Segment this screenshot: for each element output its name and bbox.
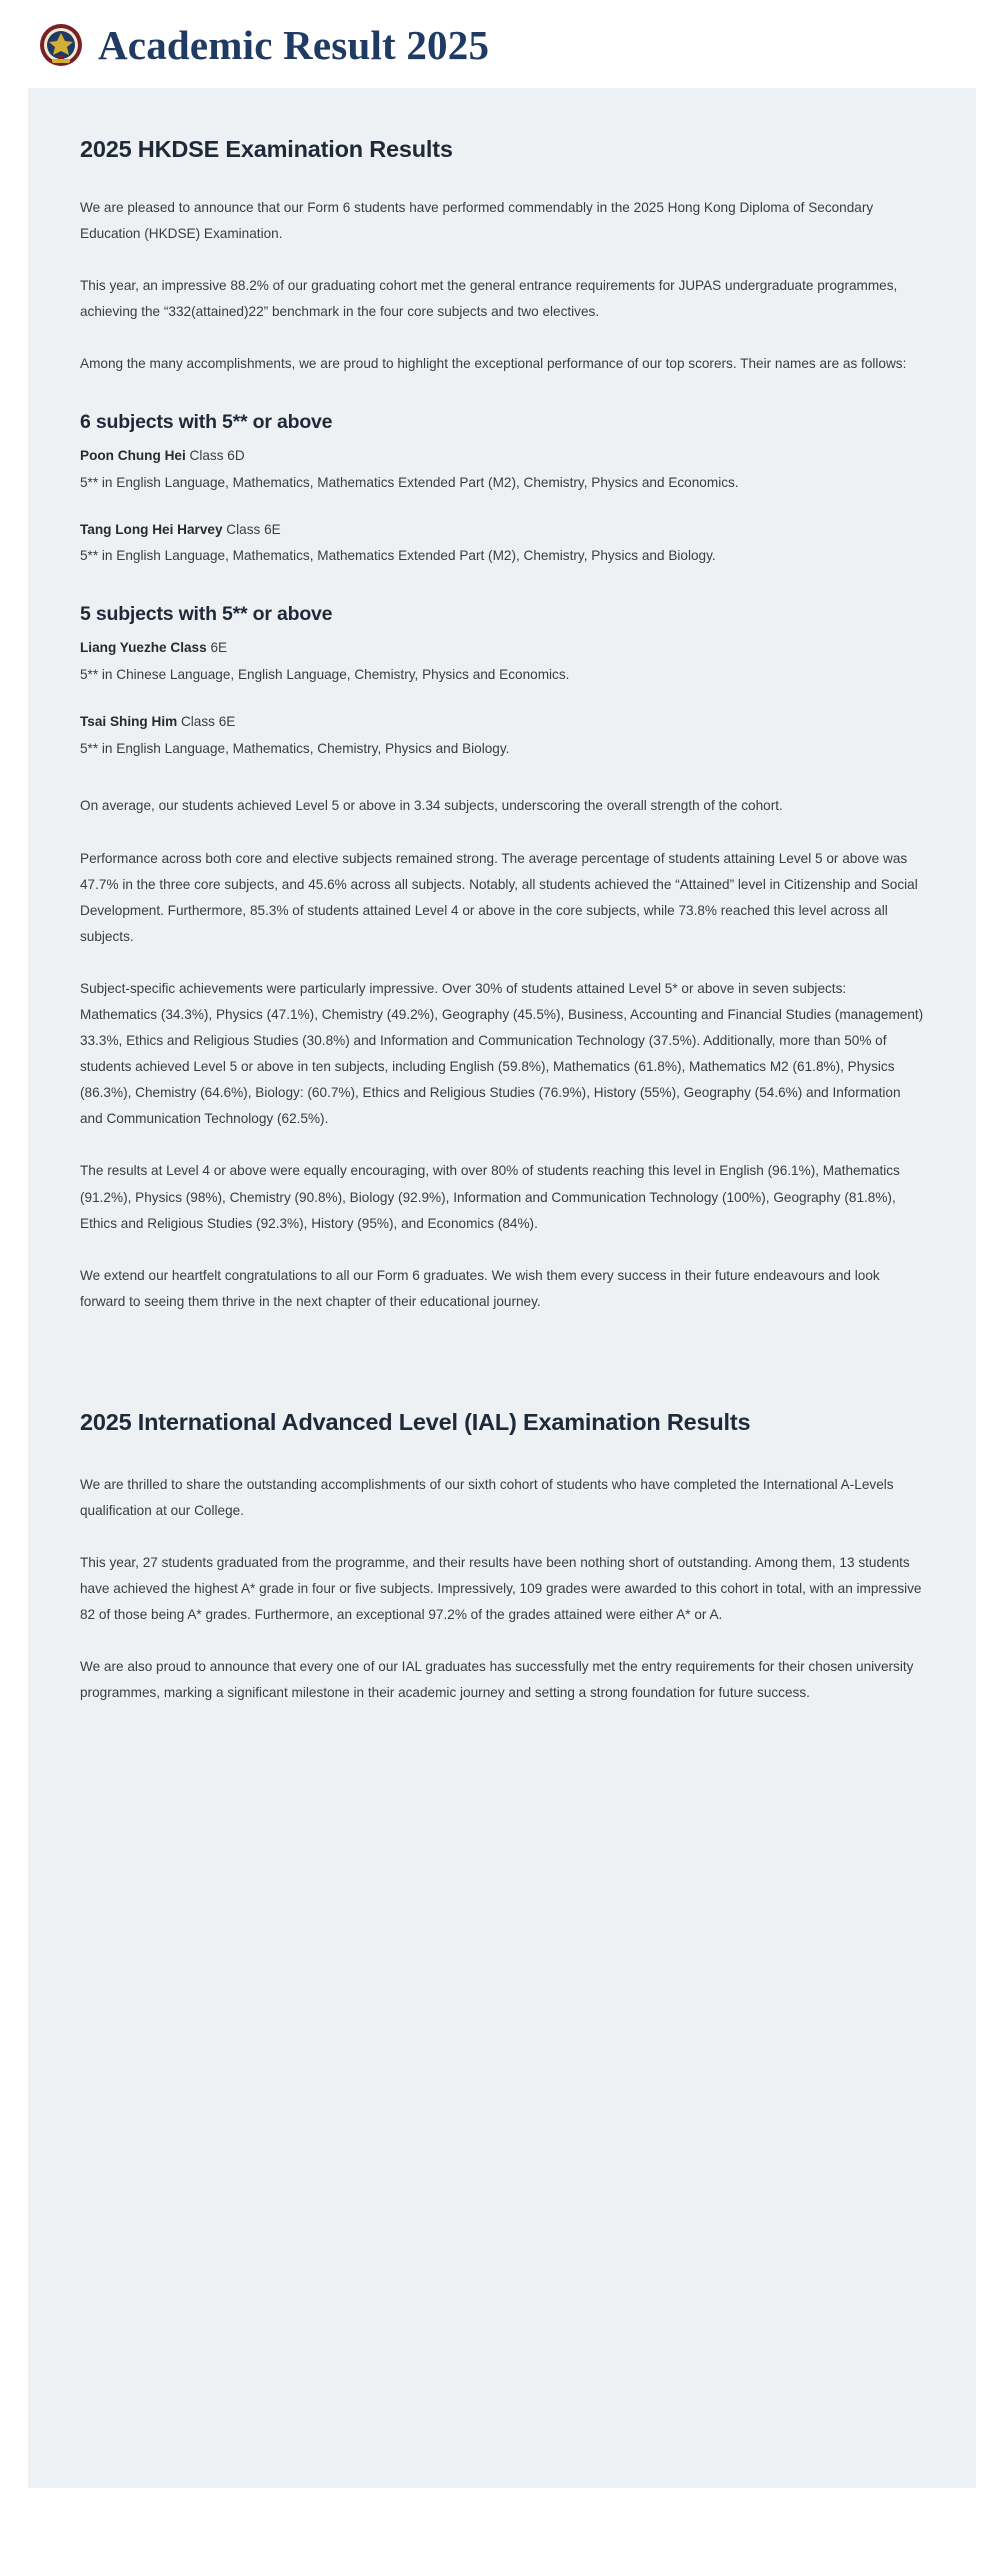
student-class: Class 6D bbox=[189, 448, 245, 464]
spacer bbox=[80, 783, 924, 793]
ial-paragraph: We are thrilled to share the outstanding accomplishments of our sixth cohort of students who have completed the International A-Levels qualification at our College. bbox=[80, 1476, 894, 1518]
student-name: Poon Chung Hei bbox=[80, 448, 186, 464]
hkdse-paragraph: We are pleased to announce that our Form 6 students have performed commendably in the 2025 Hong Kong Diploma of Secondary Education (HKDSE) Examination. bbox=[80, 199, 874, 241]
hkdse-section-title: 2025 HKDSE Examination Results bbox=[80, 136, 453, 162]
ial-paragraph: This year, 27 students graduated from the programme, and their results have been nothing short of outstanding. Among them, 13 students have achieved the highest A* grade in four or five subjects. Impressively, 109 grades were awarded to this cohort in total, with an impressive 82 of those being A* grades. Furthermore, an exceptional 97.2% of the grades attained were either A* or A. bbox=[80, 1554, 922, 1622]
student-name-line bbox=[80, 710, 924, 734]
hkdse-paragraph: On average, our students achieved Level 5 or above in 3.34 subjects, underscoring the overall strength of the cohort. bbox=[80, 798, 783, 814]
hkdse-paragraph: The results at Level 4 or above were equally encouraging, with over 80% of students reaching this level in English (96.1%), Mathematics (91.2%), Physics (98%), Chemistry (90.8%), Biology (92.9%), Information and Communication Technology (100%), Geography (81.8%), Ethics and Religious Studies (92.3%), History (95%), and Economics (84%). bbox=[80, 1163, 900, 1231]
ial-section-title: 2025 International Advanced Level (IAL) Examination Results bbox=[80, 1408, 751, 1435]
student-class: 6E bbox=[210, 640, 228, 656]
student-class: Class 6E bbox=[226, 521, 281, 537]
student-entry bbox=[80, 636, 924, 688]
student-name-line bbox=[80, 518, 924, 542]
group-five-heading: 5 subjects with 5** or above bbox=[80, 603, 333, 626]
student-entry bbox=[80, 518, 924, 570]
student-detail: 5** in English Language, Mathematics, Mathematics Extended Part (M2), Chemistry, Physics and Biology. bbox=[80, 548, 716, 564]
student-detail: 5** in English Language, Mathematics, Mathematics Extended Part (M2), Chemistry, Physics and Economics. bbox=[80, 474, 739, 490]
student-entry bbox=[80, 710, 924, 762]
student-name-line bbox=[80, 636, 924, 660]
student-detail: 5** in Chinese Language, English Language, Chemistry, Physics and Economics. bbox=[80, 667, 570, 683]
group-six-heading: 6 subjects with 5** or above bbox=[80, 411, 333, 434]
hkdse-paragraph: Among the many accomplishments, we are proud to highlight the exceptional performance of our top scorers. Their names are as follows: bbox=[80, 355, 907, 371]
hkdse-paragraph: This year, an impressive 88.2% of our graduating cohort met the general entrance requirements for JUPAS undergraduate programmes, achieving the “332(attained)22” benchmark in the four core subjects and two electives. bbox=[80, 277, 898, 319]
student-class: Class 6E bbox=[180, 713, 236, 729]
school-crest-icon bbox=[38, 22, 84, 68]
hkdse-paragraph: Performance across both core and elective subjects remained strong. The average percentage of students attaining Level 5 or above was 47.7% in the three core subjects, and 45.6% across all subjects. Notably, all students achieved the “Attained” level in Citizenship and Social Development. Furthermore, 85.3% of students attained Level 4 or above in the core subjects, while 73.8% reached this level across all subjects. bbox=[80, 850, 918, 944]
student-name: Tang Long Hei Harvey bbox=[80, 521, 223, 537]
site-header bbox=[0, 0, 1004, 88]
student-name: Liang Yuezhe Class bbox=[80, 640, 207, 656]
ial-paragraph: We are also proud to announce that every one of our IAL graduates has successfully met the entry requirements for their chosen university programmes, marking a significant milestone in their academic journey and setting a strong foundation for future success. bbox=[80, 1658, 914, 1701]
student-name-line bbox=[80, 444, 924, 468]
student-detail: 5** in English Language, Mathematics, Chemistry, Physics and Biology. bbox=[80, 740, 510, 756]
student-name: Tsai Shing Him bbox=[80, 713, 178, 729]
hkdse-paragraph: Subject-specific achievements were particularly impressive. Over 30% of students attained Level 5* or above in seven subjects: Mathematics (34.3%), Physics (47.1%), Chemistry (49.2%), Geography (45.5%), Business, Accounting and Financial Studies (management) 33.3%, Ethics and Religious Studies (30.8%) and Information and Communication Technology (37.5%). Additionally, more than 50% of students achieved Level 5 or above in ten subjects, including English (59.8%), Mathematics (61.8%), Mathematics M2 (61.8%), Physics (86.3%), Chemistry (64.6%), Biology: (60.7%), Ethics and Religious Studies (76.9%), History (55%), Geography (54.6%) and Information and Communication Technology (62.5%). bbox=[80, 980, 924, 1127]
content-panel bbox=[28, 88, 976, 2488]
hkdse-paragraph: We extend our heartfelt congratulations to all our Form 6 graduates. We wish them every success in their future endeavours and look forward to seeing them thrive in the next chapter of their educational journey. bbox=[80, 1267, 880, 1309]
page-title: Academic Result 2025 bbox=[98, 21, 490, 68]
student-entry bbox=[80, 444, 924, 496]
